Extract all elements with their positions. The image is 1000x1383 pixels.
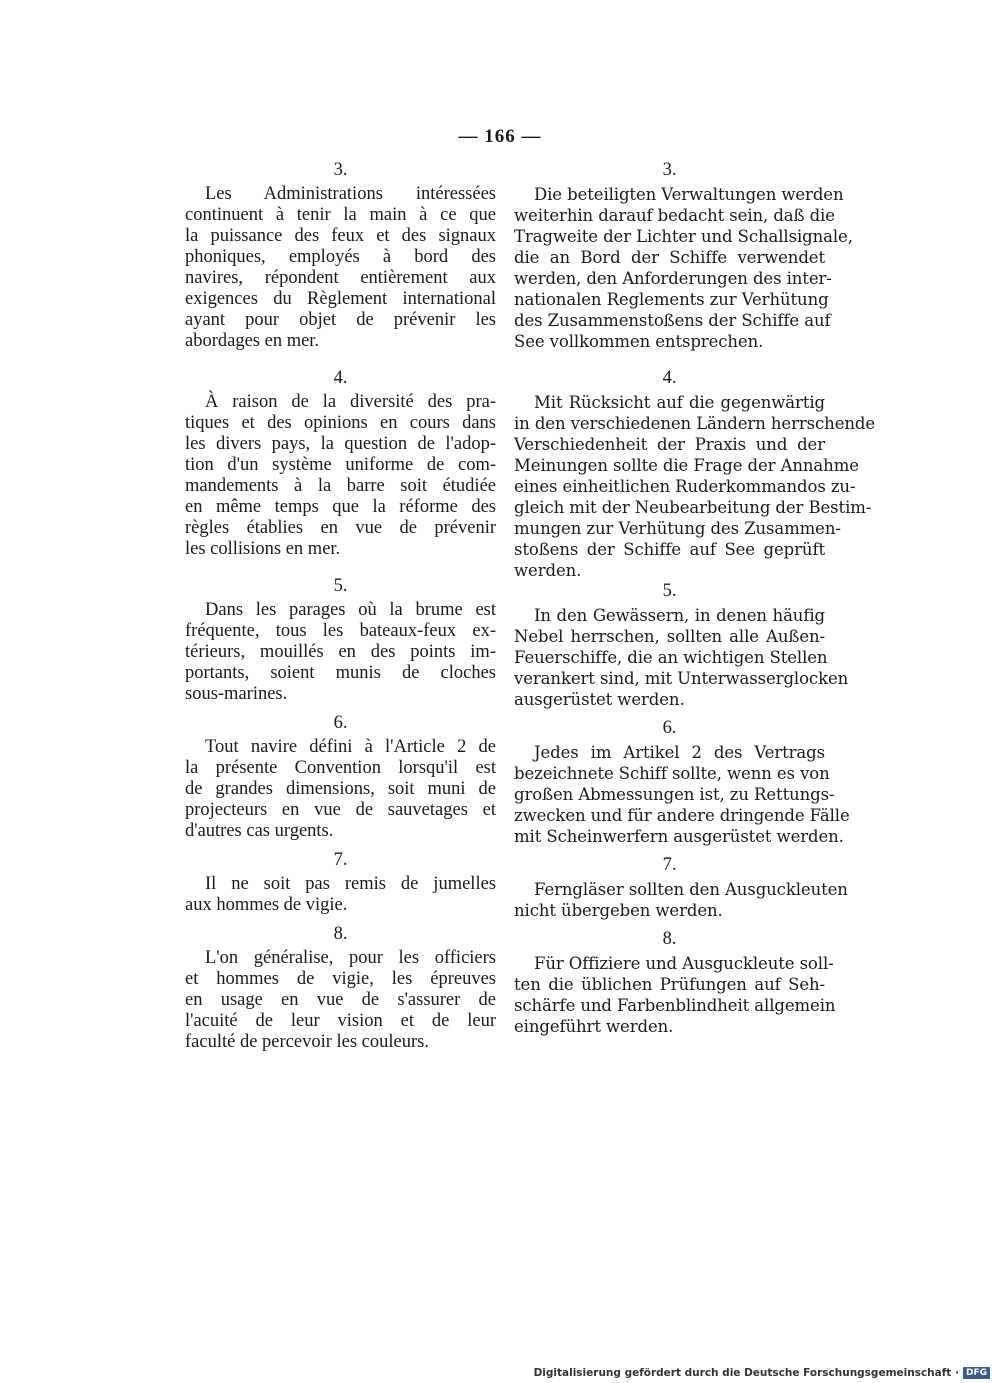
section-number: 6. <box>662 718 677 738</box>
section-number: 6. <box>333 713 348 733</box>
section-number: 7. <box>333 850 348 870</box>
text-line: Les Administrations intéressées <box>205 184 496 204</box>
footer-credit <box>534 1367 990 1379</box>
text-line: de grandes dimensions, soit muni de <box>185 779 496 799</box>
text-line: Verschiedenheit der Praxis und der <box>514 435 825 454</box>
text-line: Dans les parages où la brume est <box>205 600 496 620</box>
text-line: en même temps que la réforme des <box>185 497 496 517</box>
section-number: 8. <box>333 924 348 944</box>
text-line: abordages en mer. <box>185 331 320 351</box>
text-line: großen Abmessungen ist, zu Rettungs- <box>514 785 835 804</box>
text-line: Feuerschiffe, die an wichtigen Stellen <box>514 648 828 667</box>
german-column <box>514 160 876 1037</box>
text-line: et hommes de vigie, les épreuves <box>185 969 496 989</box>
footer-text: Digitalisierung gefördert durch die Deutsche Forschungsgemeinschaft · <box>533 1367 959 1379</box>
text-line: L'on généralise, pour les officiers <box>205 948 496 968</box>
text-line: exigences du Règlement international <box>185 289 496 309</box>
text-line: la puissance des feux et des signaux <box>185 226 496 246</box>
text-line: Für Offiziere und Ausguckleute soll- <box>534 954 834 973</box>
text-line: Ferngläser sollten den Ausguckleuten <box>534 880 848 899</box>
text-line: schärfe und Farbenblindheit allgemein <box>514 996 836 1015</box>
text-line: des Zusammenstoßens der Schiffe auf <box>514 311 831 330</box>
text-line: ten die üblichen Prüfungen auf Seh- <box>514 975 825 994</box>
text-line: Tout navire défini à l'Article 2 de <box>205 737 496 757</box>
text-line: À raison de la diversité des pra- <box>205 392 496 412</box>
text-line: verankert sind, mit Unterwasserglocken <box>514 669 849 688</box>
section-number: 5. <box>662 581 677 601</box>
text-line: in den verschiedenen Ländern herrschende <box>514 414 876 433</box>
text-line: sous-marines. <box>185 684 288 704</box>
text-line: en usage en vue de s'assurer de <box>185 990 496 1010</box>
text-line: eines einheitlichen Ruderkommandos zu- <box>514 477 856 496</box>
section-number: 5. <box>333 576 348 596</box>
section-number: 3. <box>333 160 348 180</box>
page-number: — 166 — <box>458 126 542 147</box>
text-line: phoniques, employés à bord des <box>185 247 496 267</box>
section-number: 4. <box>662 368 677 388</box>
text-line: eingeführt werden. <box>514 1017 674 1036</box>
text-line: continuent à tenir la main à ce que <box>185 205 496 225</box>
section-number: 7. <box>662 855 677 875</box>
text-line: règles établies en vue de prévenir <box>185 518 496 538</box>
section-number: 4. <box>333 368 348 388</box>
text-line: Meinungen sollte die Frage der Annahme <box>514 456 859 475</box>
text-line: aux hommes de vigie. <box>185 895 348 915</box>
text-line: Tragweite der Lichter und Schallsignale, <box>514 227 853 246</box>
section-number: 3. <box>662 160 677 180</box>
text-line: nationalen Reglements zur Verhütung <box>514 290 829 309</box>
text-line: ayant pour objet de prévenir les <box>185 310 496 330</box>
text-line: faculté de percevoir les couleurs. <box>185 1032 429 1052</box>
text-line: bezeichnete Schiff sollte, wenn es von <box>514 764 830 783</box>
text-line: Nebel herrschen, sollten alle Außen- <box>514 627 825 646</box>
text-line: nicht übergeben werden. <box>514 901 723 920</box>
text-line: tion d'un système uniforme de com- <box>185 455 496 475</box>
text-line: mandements à la barre soit étudiée <box>185 476 496 496</box>
section-number: 8. <box>662 929 677 949</box>
text-line: die an Bord der Schiffe verwendet <box>514 248 825 267</box>
text-line: portants, soient munis de cloches <box>185 663 496 683</box>
text-line: Jedes im Artikel 2 des Vertrags <box>534 743 825 762</box>
text-line: projecteurs en vue de sauvetages et <box>185 800 496 820</box>
text-line: werden, den Anforderungen des inter- <box>514 269 832 288</box>
text-line: See vollkommen entsprechen. <box>514 332 764 351</box>
text-line: gleich mit der Neubearbeitung der Bestim- <box>514 498 872 517</box>
text-line: Il ne soit pas remis de jumelles <box>205 874 496 894</box>
text-line: mungen zur Verhütung des Zusammen- <box>514 519 841 538</box>
text-line: Mit Rücksicht auf die gegenwärtig <box>534 393 825 412</box>
text-line: mit Scheinwerfern ausgerüstet werden. <box>514 827 844 846</box>
text-line: tiques et des opinions en cours dans <box>185 413 496 433</box>
dfg-logo-icon: DFG <box>963 1367 990 1379</box>
text-line: Die beteiligten Verwaltungen werden <box>534 185 844 204</box>
text-line: werden. <box>514 561 582 580</box>
french-column <box>185 160 496 1053</box>
text-line: l'acuité de leur vision et de leur <box>185 1011 496 1031</box>
text-line: d'autres cas urgents. <box>185 821 334 841</box>
text-line: fréquente, tous les bateaux-feux ex- <box>185 621 496 641</box>
text-line: In den Gewässern, in denen häufig <box>534 606 825 625</box>
text-line: weiterhin darauf bedacht sein, daß die <box>514 206 835 225</box>
text-line: ausgerüstet werden. <box>514 690 685 709</box>
text-line: térieurs, mouillés en des points im- <box>185 642 496 662</box>
text-line: les collisions en mer. <box>185 539 341 559</box>
text-line: la présente Convention lorsqu'il est <box>185 758 496 778</box>
text-line: zwecken und für andere dringende Fälle <box>514 806 850 825</box>
text-line: stoßens der Schiffe auf See geprüft <box>514 540 825 559</box>
text-line: les divers pays, la question de l'adop- <box>185 434 496 454</box>
text-line: navires, répondent entièrement aux <box>185 268 496 288</box>
